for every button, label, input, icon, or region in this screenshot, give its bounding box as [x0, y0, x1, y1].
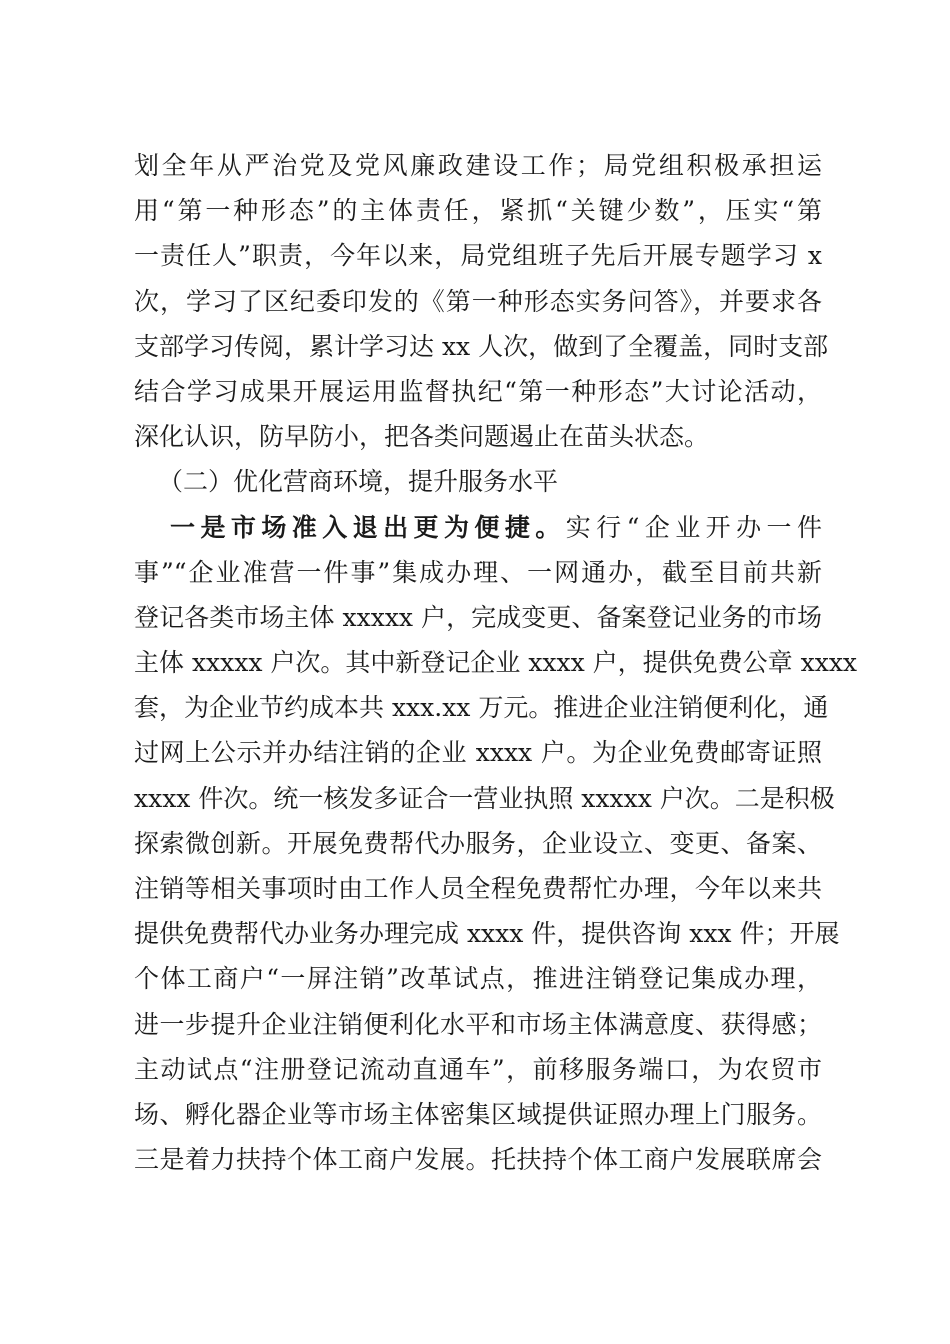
paragraph2-line: 事”“企业准营一件事”集成办理、一网通办，截至目前共新: [134, 557, 822, 587]
paragraph1-line: 一责任人”职责，今年以来，局党组班子先后开展专题学习 x: [134, 241, 822, 271]
paragraph2-line: 个体工商户“一屏注销”改革试点，推进注销登记集成办理，: [134, 964, 822, 994]
paragraph2-line: 登记各类市场主体 xxxxx 户，完成变更、备案登记业务的市场: [134, 602, 822, 632]
paragraph2-lead-bold: 一是市场准入退出更为便捷。: [170, 512, 566, 542]
paragraph2-line: 场、孵化器企业等市场主体密集区域提供证照办理上门服务。: [134, 1099, 822, 1129]
paragraph1-line: 划全年从严治党及党风廉政建设工作；局党组积极承担运: [134, 151, 822, 180]
paragraph2-line: 三是着力扶持个体工商户发展。托扶持个体工商户发展联席会: [134, 1145, 822, 1175]
paragraph2-line: 提供免费帮代办业务办理完成 xxxx 件，提供咨询 xxx 件；开展: [134, 919, 840, 949]
paragraph1-line: 次，学习了区纪委印发的《第一种形态实务问答》，并要求各: [134, 286, 822, 316]
paragraph2-lead-rest: 实行“企业开办一件: [565, 512, 822, 542]
paragraph2-line: 进一步提升企业注销便利化水平和市场主体满意度、获得感；: [134, 1009, 822, 1039]
section-heading: （二）优化营商环境，提升服务水平: [158, 467, 559, 497]
paragraph2-line: 主动试点“注册登记流动直通车”，前移服务端口，为农贸市: [134, 1054, 822, 1084]
paragraph2-line: 套，为企业节约成本共 xxx.xx 万元。推进企业注销便利化，通: [134, 693, 829, 723]
paragraph2-line: xxxx 件次。统一核发多证合一营业执照 xxxxx 户次。二是积极: [134, 783, 835, 813]
paragraph2-line: 注销等相关事项时由工作人员全程免费帮忙办理，今年以来共: [134, 874, 822, 903]
paragraph1-line: 用“第一种形态”的主体责任，紧抓“关键少数”，压实“第: [134, 196, 822, 226]
paragraph2-line: 过网上公示并办结注销的企业 xxxx 户。为企业免费邮寄证照: [134, 738, 822, 768]
paragraph2-line: 主体 xxxxx 户次。其中新登记企业 xxxx 户，提供免费公章 xxxx: [134, 648, 858, 678]
paragraph2-first-line: [134, 505, 822, 550]
paragraph1-line: 结合学习成果开展运用监督执纪“第一种形态”大讨论活动，: [134, 376, 822, 406]
document-body: [134, 143, 858, 1182]
paragraph2-line: 探索微创新。开展免费帮代办服务，企业设立、变更、备案、: [134, 828, 822, 858]
paragraph1-line: 深化认识，防早防小，把各类问题遏止在苗头状态。: [134, 422, 710, 452]
paragraph1-line: 支部学习传阅，累计学习达 xx 人次，做到了全覆盖，同时支部: [134, 331, 829, 361]
